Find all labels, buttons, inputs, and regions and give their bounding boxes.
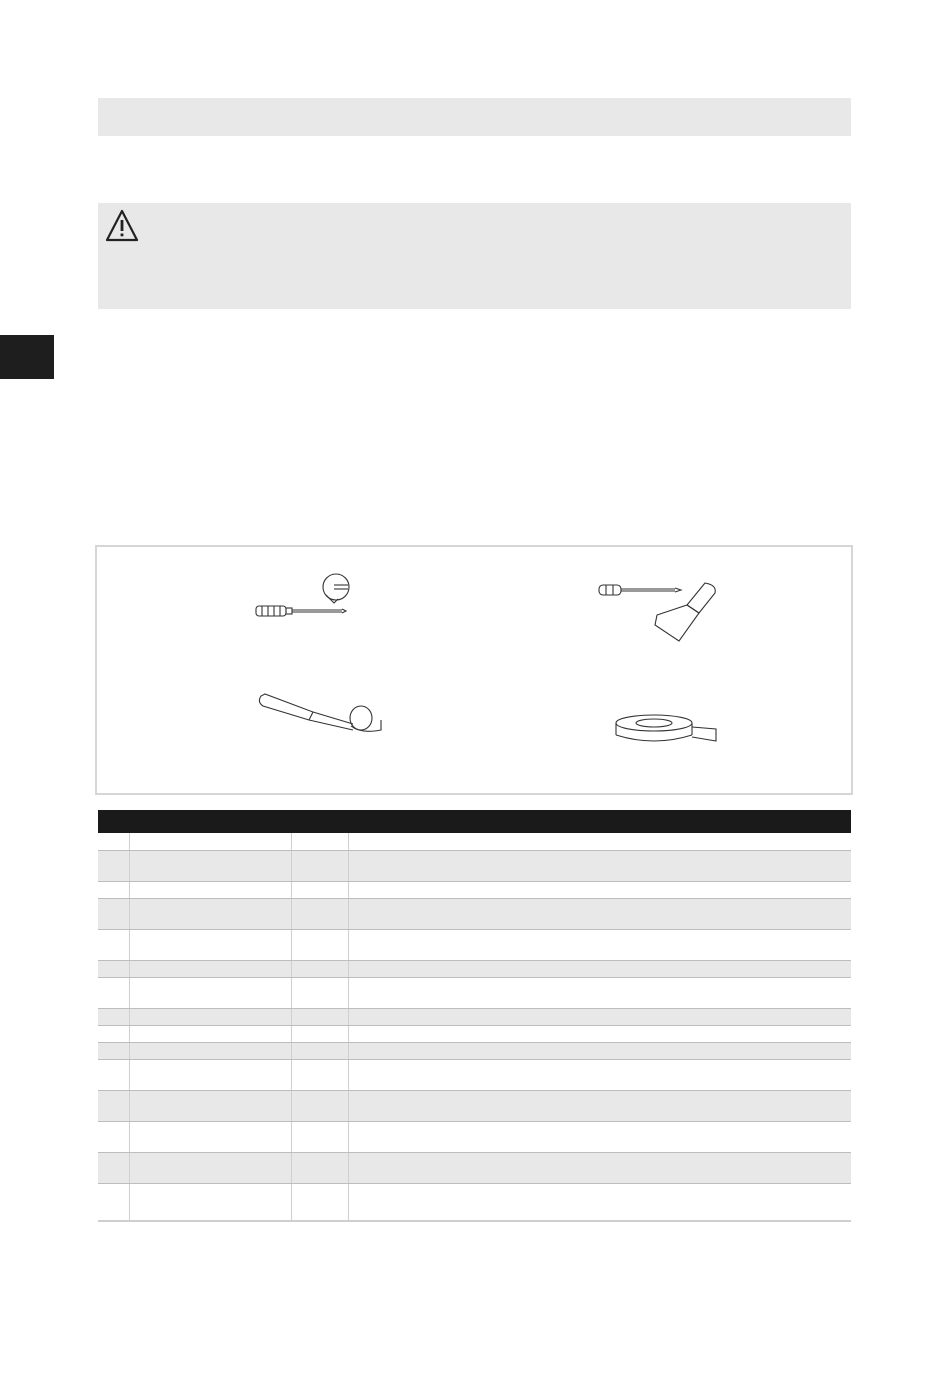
table-cell	[98, 1025, 129, 1042]
table-cell	[348, 1183, 851, 1221]
section-title-bar	[98, 98, 851, 136]
table-cell	[291, 929, 348, 960]
table-cell	[348, 898, 851, 929]
table-row	[98, 833, 851, 850]
table-cell	[348, 1042, 851, 1059]
table-row	[98, 1121, 851, 1152]
table-cell	[98, 850, 129, 881]
mallet-icon	[257, 690, 387, 740]
table-cell	[129, 1183, 291, 1221]
table-cell	[291, 1008, 348, 1025]
table-row	[98, 881, 851, 898]
table-cell	[291, 1090, 348, 1121]
specifications-table	[98, 810, 851, 1222]
table-cell	[291, 1042, 348, 1059]
table-cell	[98, 833, 129, 850]
screwdriver-scraper-icon	[597, 579, 727, 645]
table-cell	[98, 1059, 129, 1090]
warning-box	[98, 203, 851, 309]
table-row	[98, 1059, 851, 1090]
table-cell	[129, 1090, 291, 1121]
table-row	[98, 1008, 851, 1025]
table-row	[98, 1025, 851, 1042]
table-cell	[98, 1183, 129, 1221]
table-row	[98, 1183, 851, 1221]
table-cell	[291, 977, 348, 1008]
screwdriver-tip-icon	[254, 573, 354, 625]
table-cell	[129, 898, 291, 929]
header-cell	[291, 810, 348, 833]
table-cell	[129, 850, 291, 881]
table-cell	[348, 977, 851, 1008]
table-cell	[98, 977, 129, 1008]
table-cell	[129, 977, 291, 1008]
table-row	[98, 929, 851, 960]
table-cell	[348, 1025, 851, 1042]
header-cell	[348, 810, 851, 833]
header-cell	[98, 810, 129, 833]
table-cell	[291, 1025, 348, 1042]
table-row	[98, 1152, 851, 1183]
table-cell	[291, 833, 348, 850]
table-cell	[291, 881, 348, 898]
table-cell	[129, 1042, 291, 1059]
table-row	[98, 850, 851, 881]
table-cell	[348, 1152, 851, 1183]
table-cell	[348, 833, 851, 850]
table-cell	[98, 929, 129, 960]
table-cell	[129, 833, 291, 850]
table-cell	[348, 1090, 851, 1121]
table-cell	[348, 1008, 851, 1025]
tape-roll-icon	[614, 711, 724, 751]
table-cell	[129, 1025, 291, 1042]
tools-panel	[95, 545, 853, 795]
table-cell	[291, 960, 348, 977]
table-cell	[291, 898, 348, 929]
table-cell	[291, 1183, 348, 1221]
table-cell	[98, 1008, 129, 1025]
table-cell	[129, 1152, 291, 1183]
section-side-tab	[0, 335, 54, 379]
table-cell	[129, 960, 291, 977]
table-header-row	[98, 810, 851, 833]
warning-triangle-icon	[104, 208, 140, 244]
table-cell	[348, 960, 851, 977]
table-cell	[98, 898, 129, 929]
table-row	[98, 977, 851, 1008]
table-row	[98, 898, 851, 929]
table-row	[98, 1042, 851, 1059]
table-cell	[98, 1090, 129, 1121]
table-cell	[291, 1152, 348, 1183]
table-cell	[348, 929, 851, 960]
table-cell	[129, 1059, 291, 1090]
table-cell	[98, 881, 129, 898]
table-cell	[291, 1059, 348, 1090]
table-cell	[348, 1059, 851, 1090]
table-cell	[129, 929, 291, 960]
header-cell	[129, 810, 291, 833]
table-cell	[98, 1152, 129, 1183]
table-cell	[348, 850, 851, 881]
table-cell	[129, 1008, 291, 1025]
table-cell	[129, 1121, 291, 1152]
table-cell	[348, 1121, 851, 1152]
table-cell	[291, 1121, 348, 1152]
table-cell	[291, 850, 348, 881]
table-cell	[348, 881, 851, 898]
table-cell	[98, 960, 129, 977]
table-row	[98, 1090, 851, 1121]
table-cell	[98, 1121, 129, 1152]
table-row	[98, 960, 851, 977]
table-cell	[129, 881, 291, 898]
table-cell	[98, 1042, 129, 1059]
